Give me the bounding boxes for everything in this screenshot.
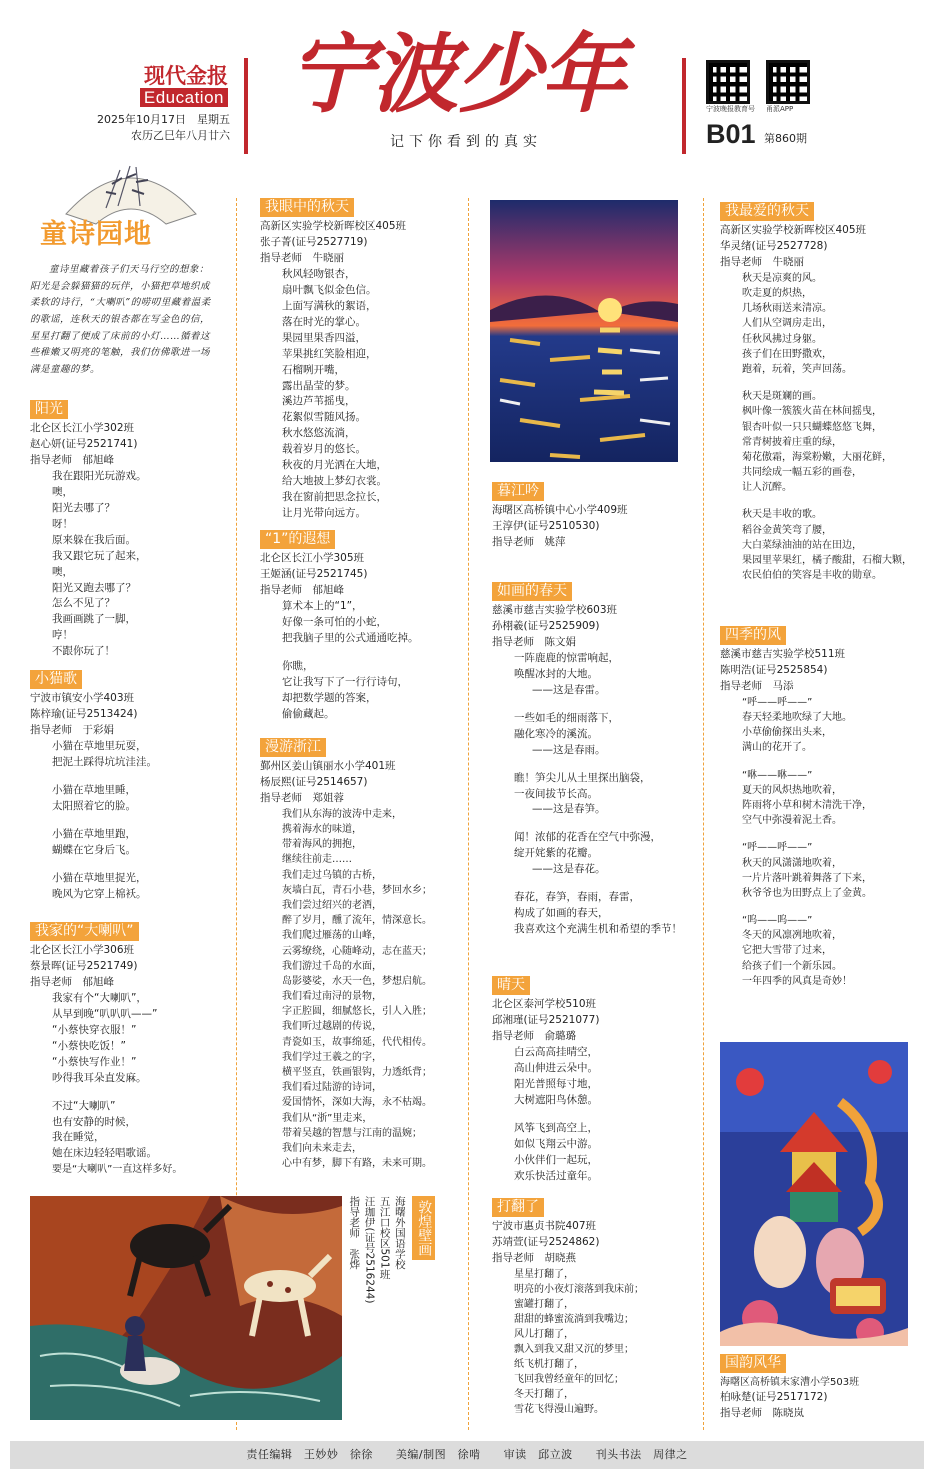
poem-line: 带着吴越的智慧与江南的温婉； [282, 1127, 422, 1139]
poem-school: 慈溪市慈吉实验学校511班 [720, 648, 846, 660]
poem-spilled [492, 1198, 700, 1417]
poem-line: 果园里果香四溢， [282, 331, 366, 344]
poem-line: 跑着，玩着，笑声回荡。 [742, 363, 852, 375]
poem-author: 苏靖萱(证号2524862) [492, 1235, 600, 1248]
poem-line: 小草偷偷探出头来， [742, 727, 832, 739]
poem-line: 继续往前走…… [282, 854, 352, 866]
poem-title: 四季的风 [720, 626, 786, 645]
poem-line: 秋天是丰收的歌。 [742, 509, 822, 521]
poem-sunny [492, 976, 700, 1184]
poem-line: 我喜欢这个充满生机和希望的季节！ [514, 923, 682, 936]
poem-line: 青瓷如玉，故事绵延，代代相传。 [282, 1036, 432, 1048]
poem-seasons [720, 626, 924, 989]
poem-line: 一年四季的风真是奇妙！ [742, 975, 852, 987]
poem-author: 陈梓瑜(证号2513424) [30, 707, 138, 720]
poem-author: 王淳伊(证号2510530) [492, 519, 600, 532]
poem-line: 岛影婆娑，水天一色，梦想启航。 [282, 975, 432, 987]
poem-line: 融化寒冷的溪流。 [514, 727, 598, 740]
poem-line: 晚风为它穿上棉袄。 [52, 887, 147, 900]
poem-line: 上面写满秋的絮语， [282, 299, 377, 312]
poem-line: 我们游过千岛的水面， [282, 960, 382, 972]
poem-title: 我家的“大喇叭” [30, 922, 139, 941]
poem-line: 爱国情怀，深如大海，永不枯竭。 [282, 1097, 432, 1109]
poem-school: 宁波市镇安小学403班 [30, 692, 135, 704]
caption-sunset [492, 482, 700, 551]
poem-line: 空气中弥漫着泥土香。 [742, 815, 842, 827]
poem-line: 我们看过南浔的景物， [282, 991, 382, 1003]
poem-line: 不过“大喇叭” [52, 1099, 116, 1112]
brand-name: 现代金报 [144, 63, 228, 88]
poem-school: 北仑区长江小学306班 [30, 944, 135, 956]
poem-line: 孩子们在田野撒欢， [742, 348, 832, 360]
poem-line: 我又跟它玩了起来， [52, 549, 147, 562]
poem-line: 阵雨将小草和树木清洗干净， [742, 799, 872, 811]
masthead-divider-right [682, 58, 686, 154]
poem-line: 我在睡觉， [52, 1131, 105, 1144]
poem-line: 秋夜的月光洒在大地， [282, 459, 387, 472]
poem-title: 小猫歌 [30, 670, 82, 689]
poem-line: 绽开姹紫的花瓣。 [514, 847, 598, 860]
poem-teacher: 指导老师 郁旭峰 [30, 975, 114, 988]
poem-horn [30, 922, 234, 1178]
gregorian-date: 2025年10月17日 星期五 [97, 113, 230, 126]
poem-line: 偷偷藏起。 [282, 707, 335, 720]
poem-line: 蝴蝶在它身后飞。 [52, 843, 136, 856]
poem-title: 我眼中的秋天 [260, 198, 354, 217]
poem-title: 漫游浙江 [260, 738, 326, 757]
column-divider [468, 198, 469, 1430]
poem-line: 小猫在草地里睡， [52, 783, 136, 796]
guoyun-illustration [720, 1042, 908, 1346]
poem-school: 高新区实验学校新晖校区405班 [260, 220, 407, 232]
poem-line: 携着海水的味道， [282, 824, 362, 836]
poem-line: 果园里苹果红，橘子酸甜，石榴大颗， [742, 555, 912, 567]
poem-line: 把泥土踩得坑坑洼洼。 [52, 755, 157, 768]
poem-line: 噢， [52, 485, 73, 498]
poem-line: 让月光带向远方。 [282, 507, 366, 520]
qr-code-icon [766, 60, 810, 104]
column-title-garden: 童诗园地 [40, 219, 152, 250]
poem-line: ——这是春花。 [532, 863, 606, 876]
poem-line: 冬天打翻了， [514, 1388, 574, 1400]
poem-line: 我们听过越剧的传说， [282, 1021, 382, 1033]
poem-line: 怎么不见了？ [52, 597, 115, 610]
qr-label: 甬派APP [766, 105, 794, 113]
poem-line: 常青树披着庄重的绿， [742, 436, 842, 448]
poem-line: 几场秋雨送来清凉。 [742, 303, 832, 315]
newspaper-slogan: 记下你看到的真实 [390, 134, 542, 150]
poem-title: 如画的春天 [492, 582, 572, 601]
poem-school: 宁波市惠贞书院407班 [492, 1220, 597, 1232]
issue-date [76, 112, 230, 144]
poem-line: 给大地披上梦幻衣裳。 [282, 475, 387, 488]
poem-line: 星星打翻了， [514, 1268, 574, 1280]
poem-school: 北仑区泰河学校510班 [492, 998, 597, 1010]
poem-line: 我们从东海的波涛中走来， [282, 808, 402, 820]
poem-line: 一片片落叶跳着舞落了下来， [742, 872, 872, 884]
poem-line: 让人沉醉。 [742, 482, 792, 494]
poem-line: 明亮的小夜灯滚落到我床前； [514, 1283, 644, 1295]
poem-line: 如似飞翔云中游。 [514, 1137, 598, 1150]
poem-line: 太阳照着它的脸。 [52, 799, 136, 812]
poem-line: 我家有个“大喇叭”， [52, 991, 147, 1004]
poem-line: 甜甜的蜂蜜流淌到我嘴边； [514, 1313, 634, 1325]
poem-author: 蔡景晖(证号2521749) [30, 959, 138, 972]
poem-line: 白云高高挂晴空， [514, 1045, 598, 1058]
poem-line: 灰墙白瓦，青石小巷，梦回水乡； [282, 884, 432, 896]
poem-title: “1”的遐想 [260, 530, 335, 549]
poem-line: 落在时光的掌心。 [282, 315, 366, 328]
poem-school: 慈溪市慈吉实验学校603班 [492, 604, 618, 616]
poem-teacher: 指导老师 郁旭峰 [260, 583, 344, 596]
poem-title: 阳光 [30, 400, 68, 419]
poem-line: 云雾缭绕，心随峰动，志在蓝天； [282, 945, 432, 957]
poem-line: 石榴咧开嘴， [282, 363, 345, 376]
poem-line: 高山伸进云朵中。 [514, 1061, 598, 1074]
poem-zhejiang [260, 738, 466, 1171]
poem-autumn-eye [260, 198, 466, 522]
poem-line: 共同绘成一幅五彩的画卷， [742, 467, 862, 479]
poem-line: 农民伯伯的笑容是丰收的勋章。 [742, 570, 882, 582]
poem-school: 高新区实验学校新晖校区405班 [720, 224, 867, 236]
poem-line: 唤醒冰封的大地。 [514, 667, 598, 680]
poem-teacher: 指导老师 马添 [720, 679, 794, 692]
poem-title: 敦煌壁画 [412, 1196, 435, 1260]
brand-education: Education [140, 88, 228, 107]
poem-line: 秋水悠悠流淌， [282, 427, 356, 440]
qr-code-icon [706, 60, 750, 104]
qr-label: 宁波晚报教育号 [706, 105, 755, 113]
poem-line: 满山的花开了。 [742, 742, 812, 754]
poem-line: 秋爷爷也为田野点上了金黄。 [742, 887, 872, 899]
poem-teacher: 指导老师 胡晓燕 [492, 1251, 576, 1264]
poem-line: 我们走过乌镇的古桥， [282, 869, 382, 881]
poem-line: 带着海风的拥抱， [282, 839, 362, 851]
poem-title: 晴天 [492, 976, 530, 995]
poem-line: 构成了如画的春天， [514, 907, 609, 920]
poem-line: 人们从空调房走出， [742, 318, 832, 330]
poem-line: 纸飞机打翻了， [514, 1358, 584, 1370]
poem-line: 一些如毛的细雨落下， [514, 711, 619, 724]
poem-teacher: 指导老师 陈晓岚 [720, 1407, 804, 1420]
poem-line: 吵得我耳朵直发麻。 [52, 1071, 147, 1084]
poem-teacher: 指导老师 俞璐璐 [492, 1029, 576, 1042]
garden-intro: 童诗里藏着孩子们天马行空的想象：阳光是会躲猫猫的玩伴，小猫把草地织成柔软的诗行，“大喇叭”的唠叨里藏着温柔的歌谣，连秋天的银杏都在写金色的信，星星打翻了便成了床前的小灯……循着这些稚嫩又明亮的笔触，我们仿佛歌进一场满是童趣的梦。 [30, 264, 211, 375]
poem-line: ——这是春雷。 [532, 683, 606, 696]
poem-line: 菊花傲霜，海棠粉嫩，大丽花鲜， [742, 451, 892, 463]
poem-line: 阳光去哪了？ [52, 501, 115, 514]
poem-line: 阳光普照每寸地， [514, 1077, 598, 1090]
caption-class: 五江口校区501班 [378, 1196, 391, 1280]
newspaper-title: 宁波少年 [288, 24, 624, 125]
poem-line: 秋天是凉爽的风。 [742, 272, 822, 284]
poem-teacher: 指导老师 郑姐蓉 [260, 791, 344, 804]
poem-line: 秋天的风潇潇地吹着， [742, 857, 842, 869]
brand-block [116, 64, 228, 109]
poem-teacher: 指导老师 牛晓丽 [720, 255, 804, 268]
poem-line: 不跟你玩了！ [52, 645, 115, 658]
poem-line: ——这是春雨。 [532, 743, 606, 756]
poem-line: “小蔡快写作业！” [52, 1055, 137, 1068]
poem-line: 横平竖直，铁画银钩，力透纸背； [282, 1067, 432, 1079]
poem-line: 花絮似雪随风扬。 [282, 411, 366, 424]
poem-author: 杨辰熙(证号2514657) [260, 775, 368, 788]
poem-line: 我们向未来走去， [282, 1142, 362, 1154]
poem-line: 扇叶飘飞似金色信。 [282, 283, 377, 296]
poem-line: 把我脑子里的公式通通吃掉。 [282, 631, 419, 644]
poem-line: 我们看过陆游的诗词， [282, 1082, 382, 1094]
poem-line: 心中有梦，脚下有路，未来可期。 [282, 1158, 432, 1170]
poem-line: 溪边芦苇摇曳， [282, 395, 356, 408]
poem-line: 载着岁月的悠长。 [282, 443, 366, 456]
poem-line: “咻——咻——” [742, 769, 813, 781]
poem-line: 噢， [52, 565, 73, 578]
poem-line: 我在窗前把思念拉长， [282, 491, 387, 504]
poem-line: 它把大雪带了过来， [742, 945, 832, 957]
poem-line: ——这是春笋。 [532, 803, 606, 816]
poem-line: 呀！ [52, 517, 73, 530]
poem-line: “小蔡快穿衣服！” [52, 1023, 137, 1036]
poem-line: 银杏叶似一只只蝴蝶悠悠飞舞， [742, 421, 882, 433]
poem-teacher: 指导老师 姚萍 [492, 535, 566, 548]
poem-line: 好像一条可怕的小蛇， [282, 615, 387, 628]
poem-line: 小猫在草地里跑， [52, 827, 136, 840]
poem-line: 秋风轻吻银杏， [282, 267, 356, 280]
poem-line: 阳光又跑去哪了？ [52, 581, 136, 594]
poem-teacher: 指导老师 陈文娟 [492, 635, 576, 648]
poem-line: 闻！浓郁的花香在空气中弥漫， [514, 831, 661, 844]
poem-fav-autumn [720, 202, 924, 583]
poem-author: 王姬涵(证号2521745) [260, 567, 368, 580]
poem-teacher: 指导老师 牛晓丽 [260, 251, 344, 264]
poem-author: 邱湘瑾(证号2521077) [492, 1013, 600, 1026]
poem-line: 我们尝过绍兴的老酒， [282, 899, 382, 911]
poem-school: 北仑区长江小学302班 [30, 422, 135, 434]
poem-line: 我在跟阳光玩游戏。 [52, 469, 147, 482]
poem-author: 陈明浩(证号2525854) [720, 663, 828, 676]
editorial-credits: 责任编辑 王妙妙 徐徐 美编/制图 徐啃 审读 邱立波 刊头书法 周律之 [10, 1441, 924, 1469]
poem-line: 雪花飞得漫山遍野。 [514, 1403, 604, 1415]
poem-line: 苹果挑红笑脸相迎， [282, 347, 377, 360]
poem-line: 我画画跳了一脚， [52, 613, 136, 626]
dunhuang-mural-painting [30, 1196, 342, 1420]
poem-author: 华灵绪(证号2527728) [720, 239, 828, 252]
poem-line: 字正腔圆，细腻悠长，引人入胜； [282, 1006, 432, 1018]
poem-author: 赵心妍(证号2521741) [30, 437, 138, 450]
poem-line: 要是“大喇叭”一直这样多好。 [52, 1164, 183, 1176]
poem-line: 春花，春笋，春雨，春雷， [514, 891, 640, 904]
poem-line: 飞回我曾经童年的回忆； [514, 1373, 624, 1385]
dunhuang-caption [346, 1196, 407, 1420]
poem-line: 夏天的风炽热地吹着， [742, 784, 842, 796]
poem-line: 算术本上的“1”， [282, 599, 363, 612]
poem-line: 吹走夏的炽热， [742, 288, 812, 300]
poem-line: 小伙伴们一起玩， [514, 1153, 598, 1166]
masthead-divider-left [244, 58, 248, 154]
poem-line: 大树遮阳鸟休憩。 [514, 1093, 598, 1106]
poem-author: 柏咏楚(证号2517172) [720, 1391, 828, 1404]
poem-line: 原来躲在我后面。 [52, 533, 136, 546]
poem-author: 孙栩羲(证号2525909) [492, 619, 600, 632]
poem-line: 飘入到我又甜又沉的梦里； [514, 1343, 634, 1355]
caption-guoyun [720, 1354, 924, 1422]
poem-spring [492, 582, 700, 938]
qr-block-2 [766, 60, 810, 115]
poem-cat [30, 670, 230, 902]
poem-line: 春天轻柔地吹绿了大地。 [742, 712, 852, 724]
poem-school: 北仑区长江小学305班 [260, 552, 365, 564]
poem-school: 海曙区高桥镇中心小学409班 [492, 504, 628, 516]
poem-line: 你瞧， [282, 659, 314, 672]
poem-line: 小猫在草地里玩耍， [52, 739, 147, 752]
qr-block-1 [706, 60, 755, 115]
poem-teacher: 指导老师 郁旭峰 [30, 453, 114, 466]
poem-line: 哼！ [52, 629, 73, 642]
poem-line: 冬天的风凛冽地吹着， [742, 930, 842, 942]
poem-author: 张子菁(证号2527719) [260, 235, 368, 248]
poem-line: 风儿打翻了， [514, 1328, 574, 1340]
poem-line: 大白菜绿油油的站在田边， [742, 539, 862, 551]
poem-line: “呼——呼——” [742, 842, 813, 854]
poem-line: “呼——呼——” [742, 696, 813, 708]
poem-line: 从早到晚“叭叭叭——” [52, 1007, 158, 1020]
poem-school: 海曙区高桥镇末家漕小学503班 [720, 1377, 860, 1388]
column-divider [703, 198, 704, 1430]
poem-line: “小蔡快吃饭！” [52, 1039, 126, 1052]
page-code: B01 [706, 119, 756, 149]
poem-school: 鄞州区姜山镇丽水小学401班 [260, 760, 396, 772]
poem-line: 醉了岁月，醺了流年，情深意长。 [282, 915, 432, 927]
poem-line: 我们爬过雁荡的山峰， [282, 930, 382, 942]
lunar-date: 农历乙巳年八月廿六 [131, 129, 230, 142]
poem-line: 我们学过王羲之的字， [282, 1051, 382, 1063]
poem-line: 秋天是斑斓的画。 [742, 391, 822, 403]
poem-line: 稻谷金黄笑弯了腰， [742, 524, 832, 536]
caption-school: 海曙外国语学校 [393, 1196, 406, 1270]
poem-line: 它让我写下了一行行诗句， [282, 675, 408, 688]
poem-title: 暮江吟 [492, 482, 544, 501]
poem-line: 却把数学题的答案， [282, 691, 377, 704]
poem-line: 也有安静的时候， [52, 1115, 136, 1128]
poem-line: 她在床边轻轻唱歌谣。 [52, 1147, 157, 1160]
poem-title: 我最爱的秋天 [720, 202, 814, 221]
sunset-river-painting [490, 200, 678, 462]
poem-title: 打翻了 [492, 1198, 544, 1217]
poem-line: 枫叶像一簇簇火苗在林间摇曳， [742, 406, 882, 418]
poem-line: 露出晶莹的梦。 [282, 379, 356, 392]
poem-sun [30, 400, 230, 660]
poem-line: 我们从“浙”里走来， [282, 1112, 373, 1124]
issue-number: 第860期 [764, 132, 807, 145]
poem-line: 任秋风拂过身躯。 [742, 333, 822, 345]
poem-line: 一阵鹿鹿的惊雷响起， [514, 651, 619, 664]
poem-teacher: 指导老师 于彩娟 [30, 723, 114, 736]
caption-author: 汪珈伊(证号2516244) [363, 1196, 376, 1304]
poem-line: 欢乐快活过童年。 [514, 1169, 598, 1182]
poem-line: 风筝飞到高空上， [514, 1121, 598, 1134]
poem-one [260, 530, 466, 723]
poem-line: 给孩子们一个新乐园。 [742, 960, 842, 972]
poem-line: “呜——呜——” [742, 915, 813, 927]
poem-line: 一夜间拔节长高。 [514, 787, 598, 800]
poem-line: 蜜罐打翻了， [514, 1298, 574, 1310]
poem-title: 国韵风华 [720, 1354, 786, 1373]
poem-line: 小猫在草地里捉光， [52, 871, 147, 884]
caption-teacher: 指导老师 张烨 [348, 1196, 361, 1270]
poem-line: 瞧！笋尖儿从土里探出脑袋， [514, 771, 651, 784]
